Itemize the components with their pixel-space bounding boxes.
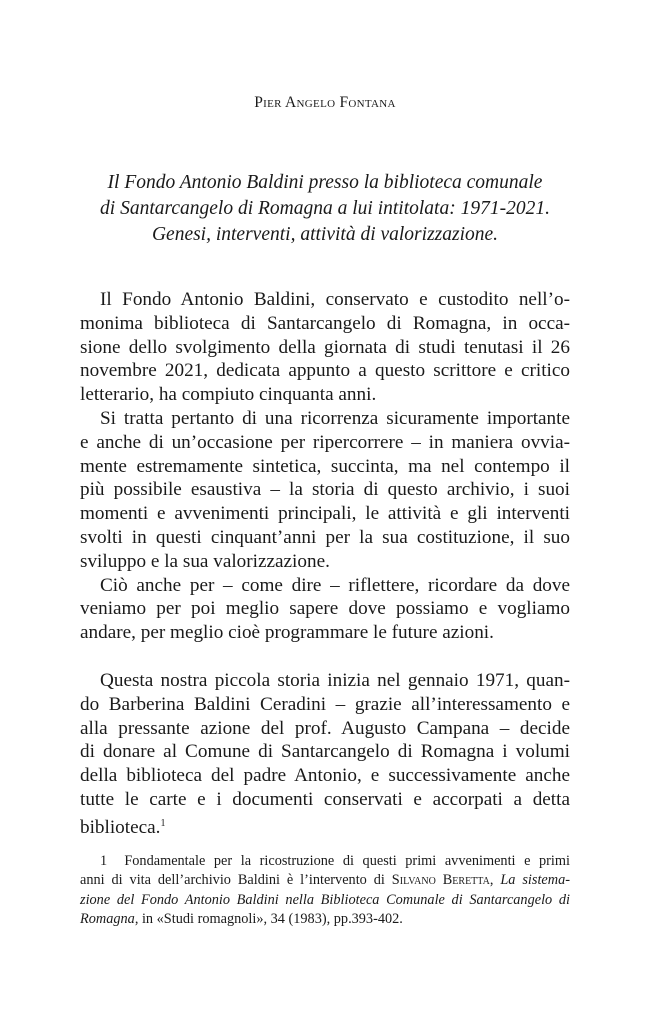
body-line-with-note bbox=[80, 812, 570, 840]
footnote-text: , bbox=[489, 872, 501, 889]
footnote-text: anni di vita dell’archivio Baldini è l’intervento di bbox=[80, 872, 392, 889]
body-line: monima biblioteca di Santarcangelo di Romagna, in occa- bbox=[80, 312, 570, 334]
body-line: Si tratta pertanto di una ricorrenza sicuramente importante bbox=[100, 407, 570, 429]
body-text bbox=[80, 288, 570, 840]
body-line: novembre 2021, dedicata appunto a questo scrittore e critico bbox=[80, 360, 570, 382]
chapter-title bbox=[80, 170, 570, 248]
footnote-work-title: zione del Fondo Antonio Baldini nella Biblioteca Comunale di Santarcangelo di bbox=[80, 891, 570, 908]
body-line: andare, per meglio cioè programmare le future azioni. bbox=[80, 622, 494, 644]
body-line: di donare al Comune di Santarcangelo di Romagna i volumi bbox=[80, 741, 570, 763]
body-line: Questa nostra piccola storia inizia nel gennaio 1971, quan- bbox=[100, 669, 570, 691]
footnote bbox=[80, 852, 570, 930]
body-line: Ciò anche per – come dire – riflettere, ricordare da dove bbox=[100, 574, 570, 596]
footnote-line bbox=[80, 891, 570, 910]
body-line: do Barberina Baldini Ceradini – grazie all’interessamento e bbox=[80, 693, 570, 715]
footnote-line bbox=[80, 852, 570, 871]
footnote-line bbox=[80, 910, 570, 929]
footnote-line bbox=[80, 871, 570, 890]
footnote-text: , in «Studi romagnoli», 34 (1983), pp.393-402. bbox=[134, 911, 403, 928]
body-line: tutte le carte e i documenti conservati e accorpati a detta bbox=[80, 788, 570, 810]
body-line: veniamo per poi meglio sapere dove possiamo e vogliamo bbox=[80, 598, 570, 620]
body-line: letterario, ha compiuto cinquanta anni. bbox=[80, 384, 377, 406]
footnote-number: 1 bbox=[100, 853, 108, 869]
footnote-work-title: Romagna bbox=[80, 911, 135, 928]
footnote-text: Fondamentale per la ricostruzione di questi primi avvenimenti e primi bbox=[124, 853, 570, 869]
title-line: Genesi, interventi, attività di valorizzazione. bbox=[151, 224, 499, 245]
paragraph-gap bbox=[80, 645, 570, 669]
body-line: Il Fondo Antonio Baldini, conservato e custodito nell’o- bbox=[100, 289, 570, 310]
footnote-author-name: Silvano Beretta bbox=[391, 872, 490, 889]
body-line: svolti in questi cinquant’anni per la sua costituzione, il suo bbox=[80, 526, 570, 548]
body-line-text: biblioteca. bbox=[80, 816, 161, 838]
title-line: Il Fondo Antonio Baldini presso la biblioteca comunale bbox=[107, 172, 543, 193]
body-line: e anche di un’occasione per ripercorrere – in maniera ovvia- bbox=[80, 431, 570, 453]
title-line: di Santarcangelo di Romagna a lui intitolata: 1971-2021. bbox=[100, 198, 550, 219]
body-line: più possibile esaustiva – la storia di questo archivio, i suoi bbox=[80, 479, 570, 501]
body-line: momenti e avvenimenti principali, le attività e gli interventi bbox=[80, 503, 570, 525]
body-line: sione dello svolgimento della giornata di studi tenutasi il 26 bbox=[80, 336, 570, 358]
body-line: sviluppo e la sua valorizzazione. bbox=[80, 550, 330, 572]
footnote-reference: 1 bbox=[160, 817, 166, 829]
author-name: Pier Angelo Fontana bbox=[254, 94, 396, 111]
footnote-work-title: La sistema- bbox=[500, 872, 570, 889]
body-line: della biblioteca del padre Antonio, e successivamente anche bbox=[80, 765, 570, 787]
body-line: alla pressante azione del prof. Augusto Campana – decide bbox=[80, 717, 570, 739]
body-line: mente estremamente sintetica, succinta, ma nel contempo il bbox=[80, 455, 570, 477]
